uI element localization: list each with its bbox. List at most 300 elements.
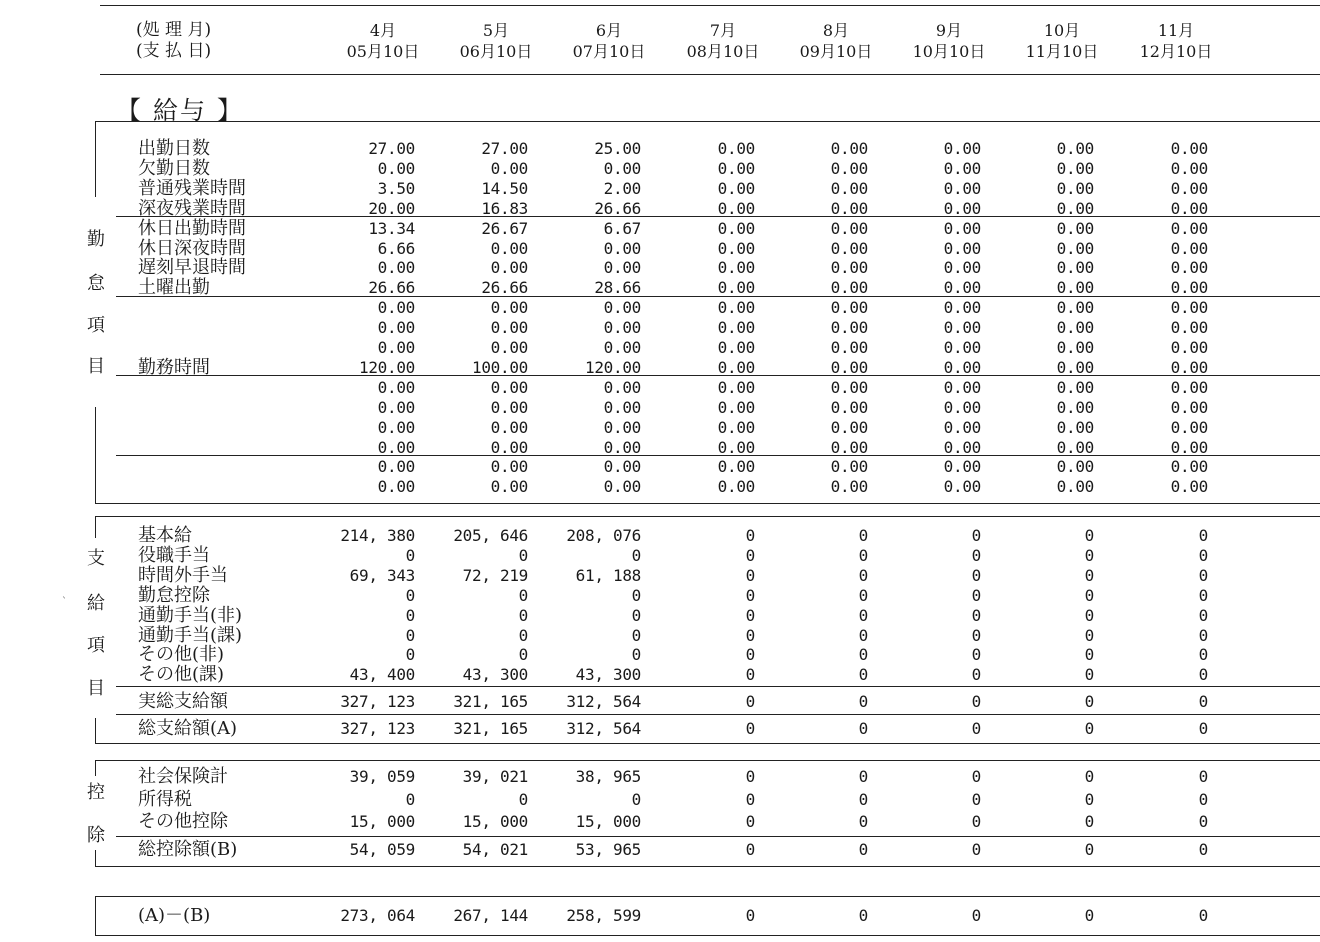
- attendance-left-border-upper: [95, 121, 96, 197]
- deductions-bottom-rule: [95, 866, 1320, 867]
- deductions-divider: [116, 836, 1320, 837]
- attendance-value: 0.00: [490, 318, 528, 338]
- attendance-value: 0.00: [717, 338, 755, 357]
- attendance-value: 0.00: [943, 278, 981, 298]
- payment-value: 0: [858, 585, 868, 605]
- attendance-value: 0.00: [717, 218, 755, 238]
- deduction-value: 0: [745, 812, 755, 831]
- deduction-total-value: 0: [1084, 840, 1094, 859]
- attendance-value: 0.00: [717, 417, 755, 437]
- side-label-char: 控: [87, 782, 105, 803]
- attendance-value: 0.00: [1170, 338, 1208, 357]
- pay-date-label: 07月10日: [572, 42, 646, 61]
- payment-value: 0: [1084, 625, 1094, 645]
- payment-value: 0: [858, 545, 868, 565]
- side-label-char: 怠: [87, 273, 105, 294]
- attendance-value: 0.00: [830, 258, 868, 278]
- header-bottom-rule: [100, 74, 1320, 75]
- attendance-value: 0.00: [603, 338, 641, 357]
- net-left-border: [95, 896, 96, 936]
- payments-divider-1: [116, 686, 1320, 687]
- attendance-value: 0.00: [943, 397, 981, 417]
- attendance-value: 0.00: [1170, 457, 1208, 477]
- payment-value: 0: [745, 645, 755, 665]
- payment-value: 61, 188: [575, 565, 641, 585]
- payment-value: 205, 646: [453, 526, 528, 545]
- payment-value: 0: [1084, 645, 1094, 665]
- attendance-value: 0.00: [1056, 238, 1094, 258]
- payments-left-border-bottom: [95, 718, 96, 744]
- attendance-value: 0.00: [830, 178, 868, 198]
- payment-value: 0: [745, 665, 755, 685]
- attendance-value: 0.00: [830, 298, 868, 318]
- deduction-value: 0: [745, 790, 755, 809]
- gross-total-value: 0: [1084, 719, 1094, 738]
- attendance-value: 0.00: [377, 457, 415, 477]
- attendance-value: 0.00: [1056, 258, 1094, 278]
- attendance-value: 0.00: [943, 298, 981, 318]
- payment-value: 0: [858, 605, 868, 625]
- deduction-value: 15, 000: [575, 812, 641, 831]
- gross-total-value: 0: [858, 719, 868, 738]
- payment-value: 0: [745, 565, 755, 585]
- pay-date-label: 06月10日: [459, 42, 533, 61]
- attendance-value: 0.00: [603, 158, 641, 178]
- deduction-total-value: 0: [971, 840, 981, 859]
- attendance-value: 0.00: [377, 158, 415, 178]
- deduction-total-value: 0: [1198, 840, 1208, 859]
- actual-total-value: 0: [1198, 692, 1208, 711]
- attendance-value: 0.00: [603, 318, 641, 338]
- attendance-value: 0.00: [377, 377, 415, 397]
- attendance-value: 0.00: [1056, 457, 1094, 477]
- pay-date-label: 05月10日: [346, 42, 420, 61]
- attendance-value: 0.00: [490, 437, 528, 457]
- row-label: 勤怠控除: [138, 584, 210, 606]
- processing-month-label: (処 理 月): [136, 20, 212, 40]
- attendance-value: 0.00: [717, 258, 755, 278]
- attendance-value: 0.00: [490, 258, 528, 278]
- attendance-value: 0.00: [717, 278, 755, 298]
- payment-value: 0: [1084, 526, 1094, 545]
- attendance-value: 0.00: [603, 417, 641, 437]
- payment-value: 0: [858, 625, 868, 645]
- gross-total-value: 327, 123: [340, 719, 415, 738]
- attendance-value: 0.00: [490, 238, 528, 258]
- attendance-value: 0.00: [717, 238, 755, 258]
- actual-total-value: 312, 564: [566, 692, 641, 711]
- attendance-value: 0.00: [830, 457, 868, 477]
- row-label: その他控除: [138, 811, 228, 832]
- payment-value: 0: [1084, 665, 1094, 685]
- payment-value: 0: [858, 645, 868, 665]
- attendance-value: 0.00: [717, 397, 755, 417]
- attendance-value: 2.00: [603, 178, 641, 198]
- attendance-value: 16.83: [481, 198, 528, 218]
- attendance-value: 0.00: [943, 377, 981, 397]
- payment-value: 0: [1084, 565, 1094, 585]
- row-label: 通勤手当(非): [138, 604, 243, 626]
- attendance-value: 0.00: [830, 318, 868, 338]
- payment-value: 72, 219: [462, 565, 528, 585]
- attendance-value: 28.66: [594, 278, 641, 298]
- attendance-value: 0.00: [603, 397, 641, 417]
- attendance-value: 0.00: [490, 397, 528, 417]
- deduction-value: 0: [1198, 812, 1208, 831]
- attendance-value: 0.00: [1170, 278, 1208, 298]
- attendance-value: 0.00: [1056, 318, 1094, 338]
- deduction-total-value: 0: [858, 840, 868, 859]
- attendance-value: 100.00: [472, 357, 528, 377]
- payment-value: 0: [631, 545, 641, 565]
- attendance-value: 0.00: [1056, 377, 1094, 397]
- attendance-value: 0.00: [943, 338, 981, 357]
- attendance-value: 0.00: [1170, 298, 1208, 318]
- header-label: [136, 20, 211, 62]
- month-label: 4月: [369, 21, 397, 40]
- attendance-value: 0.00: [1170, 437, 1208, 457]
- attendance-value: 26.66: [594, 198, 641, 218]
- attendance-value: 0.00: [943, 198, 981, 218]
- payment-value: 0: [745, 545, 755, 565]
- deduction-value: 38, 965: [575, 767, 641, 786]
- month-label: 11月: [1157, 21, 1195, 40]
- deductions-left-border-top: [95, 760, 96, 776]
- attendance-value: 0.00: [717, 377, 755, 397]
- row-label: 勤務時間: [138, 356, 210, 378]
- month-column-header: [563, 20, 655, 62]
- payment-value: 69, 343: [349, 565, 415, 585]
- row-label: 土曜出勤: [138, 277, 210, 299]
- attendance-value: 0.00: [830, 417, 868, 437]
- deduction-total-value: 54, 059: [349, 840, 415, 859]
- attendance-value: 0.00: [830, 477, 868, 497]
- payment-value: 43, 400: [349, 665, 415, 685]
- side-label-char: 除: [87, 825, 105, 846]
- attendance-value: 0.00: [490, 158, 528, 178]
- row-label: 基本給: [138, 525, 192, 546]
- payment-value: 0: [971, 645, 981, 665]
- payment-value: 0: [858, 565, 868, 585]
- attendance-value: 0.00: [377, 397, 415, 417]
- attendance-value: 0.00: [717, 158, 755, 178]
- attendance-value: 0.00: [830, 238, 868, 258]
- payment-value: 0: [1198, 526, 1208, 545]
- attendance-value: 0.00: [717, 318, 755, 338]
- payment-value: 0: [745, 585, 755, 605]
- deduction-total-value: 0: [745, 840, 755, 859]
- attendance-value: 0.00: [717, 298, 755, 318]
- attendance-value: 0.00: [377, 298, 415, 318]
- attendance-value: 120.00: [585, 357, 641, 377]
- payment-value: 0: [518, 625, 528, 645]
- payment-value: 214, 380: [340, 526, 415, 545]
- attendance-value: 0.00: [1170, 158, 1208, 178]
- attendance-value: 0.00: [830, 397, 868, 417]
- attendance-value: 6.67: [603, 218, 641, 238]
- gross-total-value: 0: [1198, 719, 1208, 738]
- payment-value: 0: [1084, 585, 1094, 605]
- attendance-value: 0.00: [377, 318, 415, 338]
- attendance-value: 0.00: [1170, 377, 1208, 397]
- attendance-value: 0.00: [377, 417, 415, 437]
- attendance-value: 13.34: [368, 218, 415, 238]
- attendance-value: 0.00: [1170, 318, 1208, 338]
- attendance-value: 0.00: [943, 178, 981, 198]
- attendance-value: 0.00: [830, 139, 868, 158]
- deduction-value: 15, 000: [349, 812, 415, 831]
- attendance-value: 0.00: [1056, 338, 1094, 357]
- payment-value: 0: [405, 545, 415, 565]
- net-pay-value: 0: [971, 906, 981, 925]
- row-label: その他(課): [138, 664, 225, 686]
- attendance-value: 0.00: [943, 139, 981, 158]
- actual-total-value: 0: [745, 692, 755, 711]
- attendance-value: 0.00: [830, 218, 868, 238]
- attendance-value: 0.00: [943, 357, 981, 377]
- payment-value: 43, 300: [462, 665, 528, 685]
- gross-total-value: 312, 564: [566, 719, 641, 738]
- attendance-value: 0.00: [1056, 139, 1094, 158]
- attendance-value: 0.00: [1170, 397, 1208, 417]
- attendance-value: 14.50: [481, 178, 528, 198]
- attendance-value: 0.00: [943, 158, 981, 178]
- payment-value: 0: [1198, 645, 1208, 665]
- attendance-value: 0.00: [943, 417, 981, 437]
- attendance-value: 0.00: [1056, 218, 1094, 238]
- net-pay-value: 258, 599: [566, 906, 641, 925]
- row-label: 役職手当: [138, 544, 210, 566]
- attendance-value: 0.00: [1170, 178, 1208, 198]
- attendance-top-rule: [95, 121, 1320, 122]
- attendance-value: 0.00: [1056, 158, 1094, 178]
- row-label: 休日出勤時間: [138, 217, 246, 239]
- gross-total-value: 321, 165: [453, 719, 528, 738]
- attendance-value: 0.00: [943, 457, 981, 477]
- attendance-value: 3.50: [377, 178, 415, 198]
- attendance-value: 0.00: [717, 477, 755, 497]
- month-label: 10月: [1043, 21, 1081, 40]
- attendance-value: 0.00: [603, 298, 641, 318]
- attendance-value: 0.00: [943, 218, 981, 238]
- payment-value: 0: [971, 565, 981, 585]
- net-pay-value: 0: [1084, 906, 1094, 925]
- net-pay-value: 0: [1198, 906, 1208, 925]
- deductions-top-rule: [95, 760, 1320, 761]
- attendance-value: 0.00: [377, 258, 415, 278]
- deductions-left-border-bottom: [95, 850, 96, 867]
- actual-total-value: 321, 165: [453, 692, 528, 711]
- payment-value: 0: [971, 585, 981, 605]
- deduction-value: 0: [1198, 790, 1208, 809]
- payment-value: 0: [405, 585, 415, 605]
- payments-bottom-rule: [95, 743, 1320, 744]
- attendance-value: 0.00: [830, 437, 868, 457]
- attendance-value: 0.00: [1056, 417, 1094, 437]
- side-label-char: 勤: [87, 229, 105, 250]
- attendance-value: 26.66: [481, 278, 528, 298]
- row-label: 普通残業時間: [138, 177, 246, 199]
- attendance-value: 0.00: [603, 457, 641, 477]
- month-column-header: [1016, 20, 1108, 62]
- attendance-value: 27.00: [368, 139, 415, 158]
- attendance-value: 0.00: [943, 318, 981, 338]
- attendance-value: 0.00: [717, 357, 755, 377]
- month-label: 7月: [709, 21, 737, 40]
- month-column-header: [790, 20, 882, 62]
- attendance-value: 0.00: [1056, 178, 1094, 198]
- payment-value: 0: [745, 625, 755, 645]
- pay-date-label: 08月10日: [686, 42, 760, 61]
- attendance-value: 120.00: [359, 357, 415, 377]
- deduction-value: 0: [518, 790, 528, 809]
- net-top-rule: [95, 896, 1320, 897]
- attendance-value: 0.00: [1170, 198, 1208, 218]
- stray-mark: `: [62, 597, 67, 608]
- attendance-value: 0.00: [943, 238, 981, 258]
- attendance-value: 0.00: [490, 338, 528, 357]
- payment-value: 0: [631, 605, 641, 625]
- side-label-char: 目: [87, 678, 105, 699]
- deduction-value: 0: [631, 790, 641, 809]
- attendance-value: 0.00: [1056, 278, 1094, 298]
- attendance-value: 26.67: [481, 218, 528, 238]
- attendance-value: 6.66: [377, 238, 415, 258]
- pay-date-label: 12月10日: [1139, 42, 1213, 61]
- deduction-value: 0: [1198, 767, 1208, 786]
- attendance-value: 0.00: [1056, 357, 1094, 377]
- attendance-value: 27.00: [481, 139, 528, 158]
- deduction-value: 0: [745, 767, 755, 786]
- month-column-header: [337, 20, 429, 62]
- payment-value: 0: [518, 585, 528, 605]
- attendance-left-border-lower: [95, 407, 96, 504]
- deduction-total-value: 53, 965: [575, 840, 641, 859]
- payment-value: 0: [1198, 585, 1208, 605]
- row-label: 総控除額(B): [138, 839, 238, 860]
- attendance-value: 0.00: [1056, 437, 1094, 457]
- attendance-value: 0.00: [1170, 417, 1208, 437]
- payment-value: 0: [518, 605, 528, 625]
- payment-value: 0: [405, 645, 415, 665]
- actual-total-value: 327, 123: [340, 692, 415, 711]
- attendance-value: 0.00: [490, 377, 528, 397]
- payment-value: 0: [1084, 605, 1094, 625]
- attendance-value: 0.00: [1056, 298, 1094, 318]
- attendance-value: 0.00: [377, 338, 415, 357]
- attendance-value: 0.00: [490, 417, 528, 437]
- row-label: 遅刻早退時間: [138, 257, 246, 279]
- attendance-value: 0.00: [717, 457, 755, 477]
- gross-total-value: 0: [745, 719, 755, 738]
- deduction-value: 0: [971, 790, 981, 809]
- attendance-value: 0.00: [603, 377, 641, 397]
- payment-value: 0: [1198, 545, 1208, 565]
- row-label: 時間外手当: [138, 564, 228, 586]
- deduction-value: 0: [858, 812, 868, 831]
- payment-value: 0: [1198, 665, 1208, 685]
- deduction-value: 0: [1084, 790, 1094, 809]
- attendance-value: 0.00: [603, 258, 641, 278]
- row-label: その他(非): [138, 644, 225, 666]
- payment-value: 0: [1198, 565, 1208, 585]
- row-label: 実総支給額: [138, 691, 228, 712]
- row-label: 総支給額(A): [138, 718, 238, 739]
- row-label: 通勤手当(課): [138, 624, 243, 646]
- payment-value: 0: [518, 645, 528, 665]
- deduction-total-value: 54, 021: [462, 840, 528, 859]
- payment-value: 0: [518, 545, 528, 565]
- attendance-value: 0.00: [377, 437, 415, 457]
- pay-date-label: 10月10日: [912, 42, 986, 61]
- attendance-value: 26.66: [368, 278, 415, 298]
- deduction-value: 0: [1084, 767, 1094, 786]
- attendance-value: 0.00: [830, 377, 868, 397]
- attendance-value: 20.00: [368, 198, 415, 218]
- payment-value: 0: [631, 625, 641, 645]
- actual-total-value: 0: [858, 692, 868, 711]
- payment-value: 0: [631, 585, 641, 605]
- pay-date-label: 09月10日: [799, 42, 873, 61]
- deduction-value: 0: [1084, 812, 1094, 831]
- attendance-value: 0.00: [1170, 357, 1208, 377]
- attendance-value: 0.00: [830, 198, 868, 218]
- attendance-value: 0.00: [603, 437, 641, 457]
- payments-top-rule: [95, 516, 1320, 517]
- side-label-char: 項: [87, 315, 105, 336]
- attendance-value: 0.00: [490, 298, 528, 318]
- attendance-value: 0.00: [830, 158, 868, 178]
- deduction-value: 0: [858, 767, 868, 786]
- attendance-value: 0.00: [1170, 477, 1208, 497]
- attendance-value: 0.00: [1056, 397, 1094, 417]
- attendance-value: 0.00: [377, 477, 415, 497]
- attendance-value: 0.00: [490, 477, 528, 497]
- section-title: 【 給与 】: [116, 96, 244, 125]
- row-label: 所得税: [138, 789, 192, 810]
- payment-value: 0: [1198, 605, 1208, 625]
- attendance-value: 0.00: [717, 178, 755, 198]
- row-label: 欠勤日数: [138, 157, 210, 179]
- attendance-value: 0.00: [717, 139, 755, 158]
- deduction-value: 0: [405, 790, 415, 809]
- payment-value: 0: [1198, 625, 1208, 645]
- attendance-bottom-rule: [95, 503, 1320, 504]
- month-column-header: [903, 20, 995, 62]
- attendance-value: 25.00: [594, 139, 641, 158]
- pay-date-label: 11月10日: [1025, 42, 1099, 61]
- payment-value: 0: [971, 545, 981, 565]
- attendance-value: 0.00: [943, 258, 981, 278]
- payment-value: 0: [971, 625, 981, 645]
- attendance-value: 0.00: [717, 198, 755, 218]
- side-label-char: 項: [87, 635, 105, 656]
- row-label: 出勤日数: [138, 138, 210, 159]
- month-column-header: [450, 20, 542, 62]
- payment-value: 0: [405, 625, 415, 645]
- month-column-header: [1130, 20, 1222, 62]
- payments-left-border-top: [95, 516, 96, 538]
- actual-total-value: 0: [1084, 692, 1094, 711]
- payment-value: 0: [1084, 545, 1094, 565]
- payment-value: 0: [971, 665, 981, 685]
- payment-value: 43, 300: [575, 665, 641, 685]
- payment-value: 0: [745, 605, 755, 625]
- payment-value: 208, 076: [566, 526, 641, 545]
- attendance-value: 0.00: [1056, 477, 1094, 497]
- row-label: 深夜残業時間: [138, 197, 246, 219]
- attendance-value: 0.00: [1170, 139, 1208, 158]
